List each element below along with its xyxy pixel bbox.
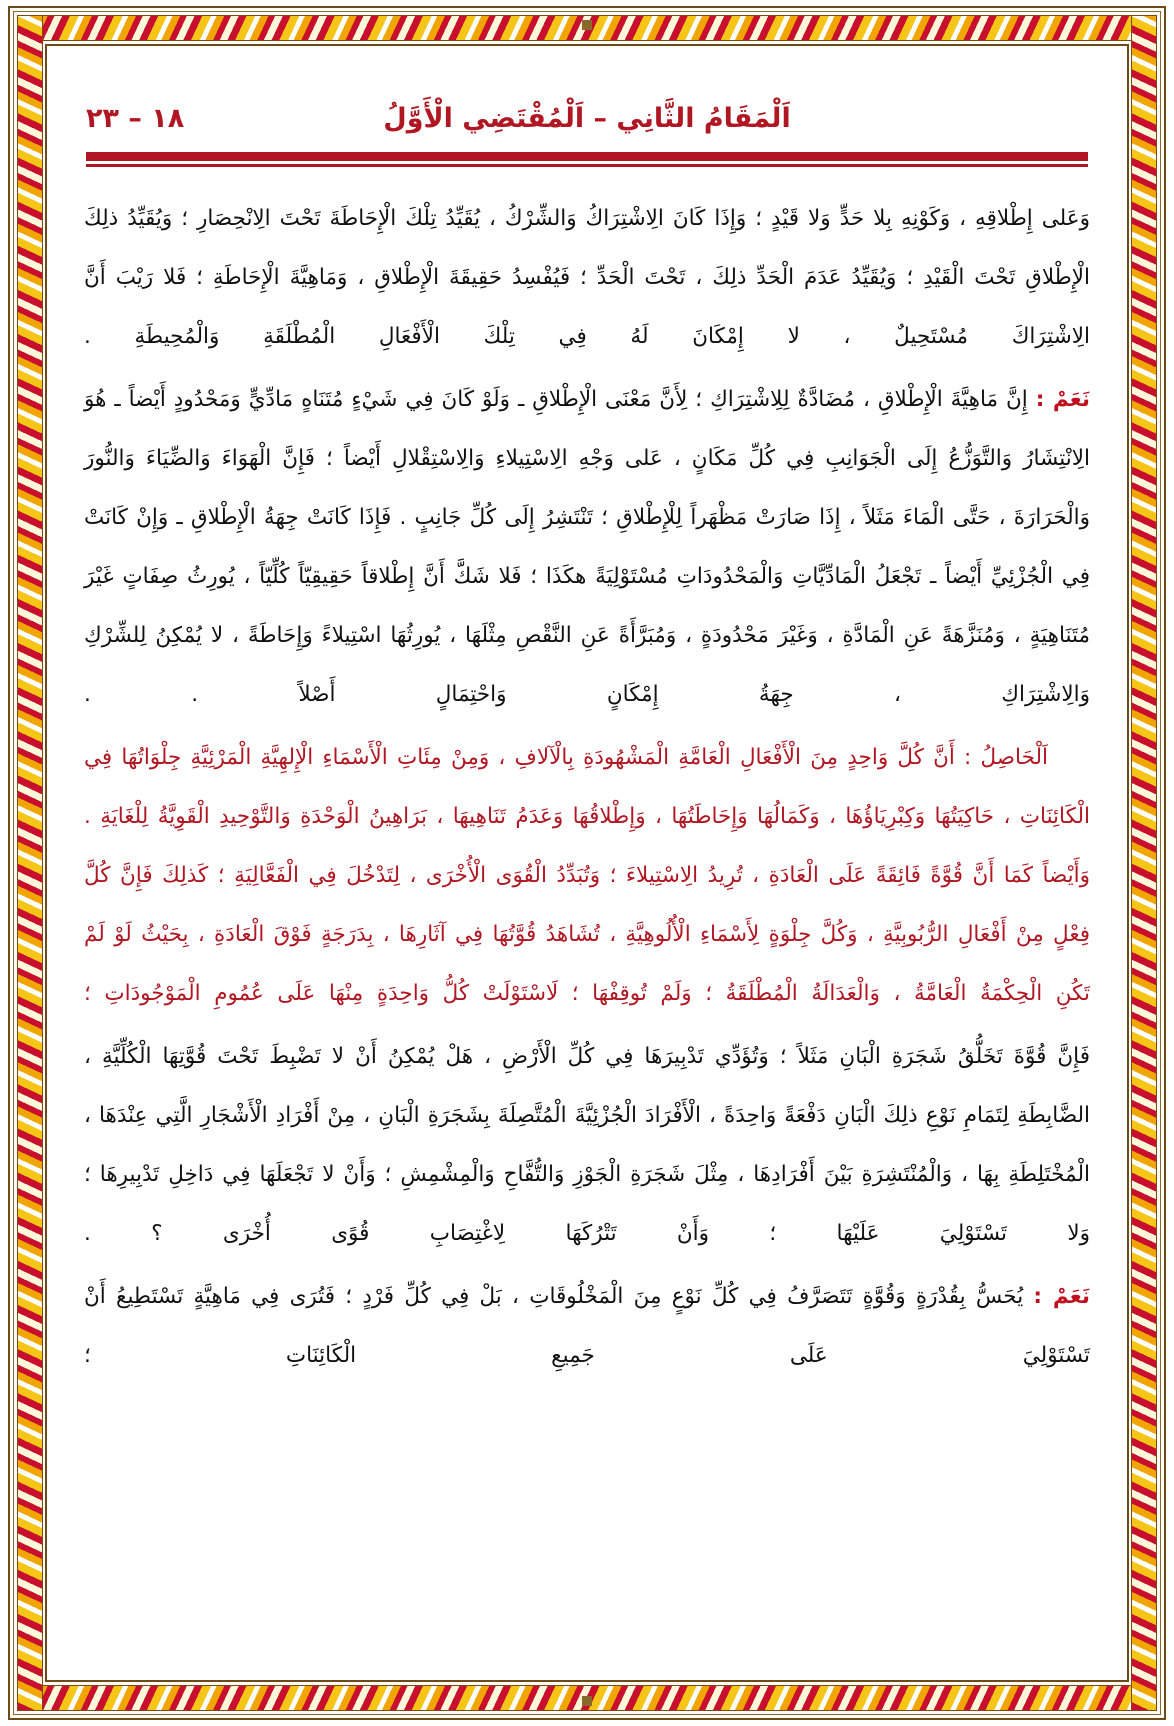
- ornamental-ribbon-right: [1131, 15, 1157, 1711]
- inline-red-marker-naam-2: نَعَمْ :: [1033, 1284, 1090, 1309]
- chapter-title: اَلْمَقَامُ الثَّانِي – اَلْمُقْتَضِي الْأَوَّلُ: [383, 103, 791, 135]
- paragraph-4: فَإِنَّ قُوَّةَ تَخَلُّقُ شَجَرَةِ الْبَانِ مَثَلاً ؛ وَتُؤَدِّي تَدْبِيرَهَا فِي كُلِّ الْأَرْضِ ، هَلْ يُمْكِنُ أَنْ لا تَضْبِطَ تَحْتَ قُوَّتِهَا الْكُلِّيَّةِ ، الضَّابِطَةِ لِتَمَامِ نَوْعِ ذلِكَ الْبَانِ دَفْعَةً وَاحِدَةً ، الْأَفْرَادَ الْجُزْئِيَّةَ الْمُتَّصِلَةَ بِشَجَرَةِ الْبَانِ ، مِنْ أَفْرَادِ الْأَشْجَارِ الَّتِي عِنْدَهَا ، الْمُخْتَلِطَةِ بِهَا ، وَالْمُنْتَشِرَةِ بَيْنَ أَفْرَادِهَا ، مِثْلَ شَجَرَةِ الْجَوْزِ وَالتُّفَّاحِ وَالْمِشْمِشِ ؛ وَأَنْ لا تَجْعَلَهَا فِي دَاخِلِ تَدْبِيرِهَا ؛ وَلا تَسْتَوْلِيَ عَلَيْهَا ؛ وَأَنْ تَتْرُكَهَا لِاغْتِصَابِ قُوًى أُخْرَى ؟ .: [84, 1044, 1090, 1246]
- ornamental-ribbon-top: [17, 15, 1157, 41]
- ribbon-center-tick-bottom: [582, 1696, 592, 1706]
- divider-thick-rule: [86, 152, 1088, 161]
- paragraph-1: وَعَلى إِطْلاقِهِ ، وَكَوْنِهِ بِلا حَدٍّ وَلا قَيْدٍ ؛ وَإِذَا كَانَ الِاشْتِرَاكُ وَالشِّرْكُ ، يُقَيِّدُ تِلْكَ الْإِحَاطَةَ تَحْتَ الِانْحِصَارِ ؛ وَيُقَيِّدُ ذلِكَ الْإِطْلاقِ تَحْتَ الْقَيْدِ ؛ وَيُقَيِّدُ عَدَمَ الْحَدِّ ذلِكَ ، تَحْتَ الْحَدِّ ؛ فَيُفْسِدُ حَقِيقَةَ الْإِطْلاقِ ، وَمَاهِيَّةَ الْإِحَاطَةِ ؛ فَلا رَيْبَ أَنَّ الِاشْتِرَاكَ مُسْتَحِيلٌ ، لا إِمْكَانَ لَهُ فِي تِلْكَ الْأَفْعَالِ الْمُطْلَقَةِ وَالْمُحِيطَةِ .: [84, 206, 1090, 349]
- page-header: [68, 76, 1106, 140]
- inline-red-marker-naam-1: نَعَمْ :: [1035, 387, 1090, 412]
- divider-thin-rule: [86, 164, 1088, 167]
- body-text-block: [84, 189, 1090, 1385]
- paragraph-5: [84, 1267, 1090, 1385]
- ornamental-ribbon-bottom: [17, 1685, 1157, 1711]
- ribbon-center-tick-top: [582, 20, 592, 30]
- ornamental-ribbon-left: [17, 15, 43, 1711]
- paragraph-2: [84, 370, 1090, 724]
- page-range-number: ١٨ – ٢٣: [86, 103, 185, 134]
- paragraph-2-text: إِنَّ مَاهِيَّةَ الْإِطْلاقِ ، مُضَادَّةٌ لِلِاشْتِرَاكِ ؛ لِأَنَّ مَعْنَى الْإِطْلاقِ ـ وَلَوْ كَانَ فِي شَيْءٍ مُتَنَاهٍ مَادِّيٍّ وَمَحْدُودٍ أَيْضاً ـ هُوَ الِانْتِشَارُ وَالتَّوَزُّعُ إِلَى الْجَوَانِبِ فِي كُلِّ مَكَانٍ ، عَلى وَجْهِ الِاسْتِيلاءِ وَالِاسْتِقْلالِ أَيْضاً ؛ فَإِنَّ الْهَوَاءَ وَالضِّيَاءَ وَالنُّورَ وَالْحَرَارَةَ ، حَتَّى الْمَاءَ مَثَلاً ، إِذَا صَارَتْ مَظْهَراً لِلْإِطْلاقِ ؛ تَنْتَشِرُ إِلَى كُلِّ جَانِبٍ . فَإِذَا كَانَتْ جِهَةُ الْإِطْلاقِ ـ وَإِنْ كَانَتْ فِي الْجُزْئِيِّ أَيْضاً ـ تَجْعَلُ الْمَادِّيَّاتِ وَالْمَحْدُودَاتِ مُسْتَوْلِيَةً هكَذَا ؛ فَلا شَكَّ أَنَّ إِطْلاقاً حَقِيقِيّاً كُلِّيّاً ، يُورِثُ صِفَاتٍ غَيْرَ مُتَنَاهِيَةٍ ، وَمُنَزَّهَةً عَنِ الْمَادَّةِ ، وَغَيْرَ مَحْدُودَةٍ ، وَمُبَرَّأَةً عَنِ النَّقْصِ مِثْلَهَا ، يُورِثُهَا اسْتِيلاءً وَإِحَاطَةً ، لا يُمْكِنُ لِلشِّرْكِ وَالِاشْتِرَاكِ ، جِهَةُ إِمْكَانٍ وَاحْتِمَالٍ أَصْلاً . .: [84, 387, 1090, 707]
- paragraph-3-red-summary: اَلْحَاصِلُ : أَنَّ كُلَّ وَاحِدٍ مِنَ الْأَفْعَالِ الْعَامَّةِ الْمَشْهُودَةِ بِالْآلافِ ، وَمِنْ مِئَاتِ الْأَسْمَاءِ الْإِلهِيَّةِ الْمَرْئِيَّةِ جِلْوَاتُهَا فِي الْكَائِنَاتِ ، حَاكِيَتُهَا وَكِبْرِيَاؤُهَا ، وَكَمَالُهَا وَإِحَاطَتُهَا ، وَإِطْلاقُهَا وَعَدَمُ تَنَاهِيهَا ، بَرَاهِينُ الْوَحْدَةِ وَالتَّوْحِيدِ الْقَوِيَّةُ لِلْغَايَةِ . وَأَيْضاً كَمَا أَنَّ قُوَّةً فَائِقَةً عَلَى الْعَادَةِ ، تُرِيدُ الِاسْتِيلاءَ ؛ وَتُبَدِّدُ الْقُوَى الْأُخْرَى ، لِتَدْخُلَ فِي الْفَعَّالِيَةِ ؛ كَذلِكَ فَإِنَّ كُلَّ فِعْلٍ مِنْ أَفْعَالِ الرُّبُوبِيَّةِ ، وَكُلَّ جِلْوَةٍ لِأَسْمَاءِ الْأُلُوهِيَّةِ ، تُشَاهَدُ قُوَّتُهَا فِي آثَارِهَا ، بِدَرَجَةٍ فَوْقَ الْعَادَةِ ، بِحَيْثُ لَوْ لَمْ تَكُنِ الْحِكْمَةُ الْعَامَّةُ ، وَالْعَدَالَةُ الْمُطْلَقَةُ ؛ وَلَمْ تُوقِفْهَا ؛ لَاسْتَوْلَتْ كُلُّ وَاحِدَةٍ مِنْهَا عَلَى عُمُومِ الْمَوْجُودَاتِ ؛: [84, 745, 1090, 1006]
- page-content: [58, 58, 1116, 1668]
- paragraph-5-text: يُحَسُّ بِقُدْرَةٍ وَقُوَّةٍ تَتَصَرَّفُ فِي كُلِّ نَوْعٍ مِنَ الْمَخْلُوقَاتِ ، بَلْ فِي كُلِّ فَرْدٍ ؛ فَتُرَى فِي مَاهِيَّةٍ تَسْتَطِيعُ أَنْ تَسْتَوْلِيَ عَلَى جَمِيعِ الْكَائِنَاتِ ؛: [84, 1284, 1090, 1368]
- header-divider: [86, 152, 1088, 167]
